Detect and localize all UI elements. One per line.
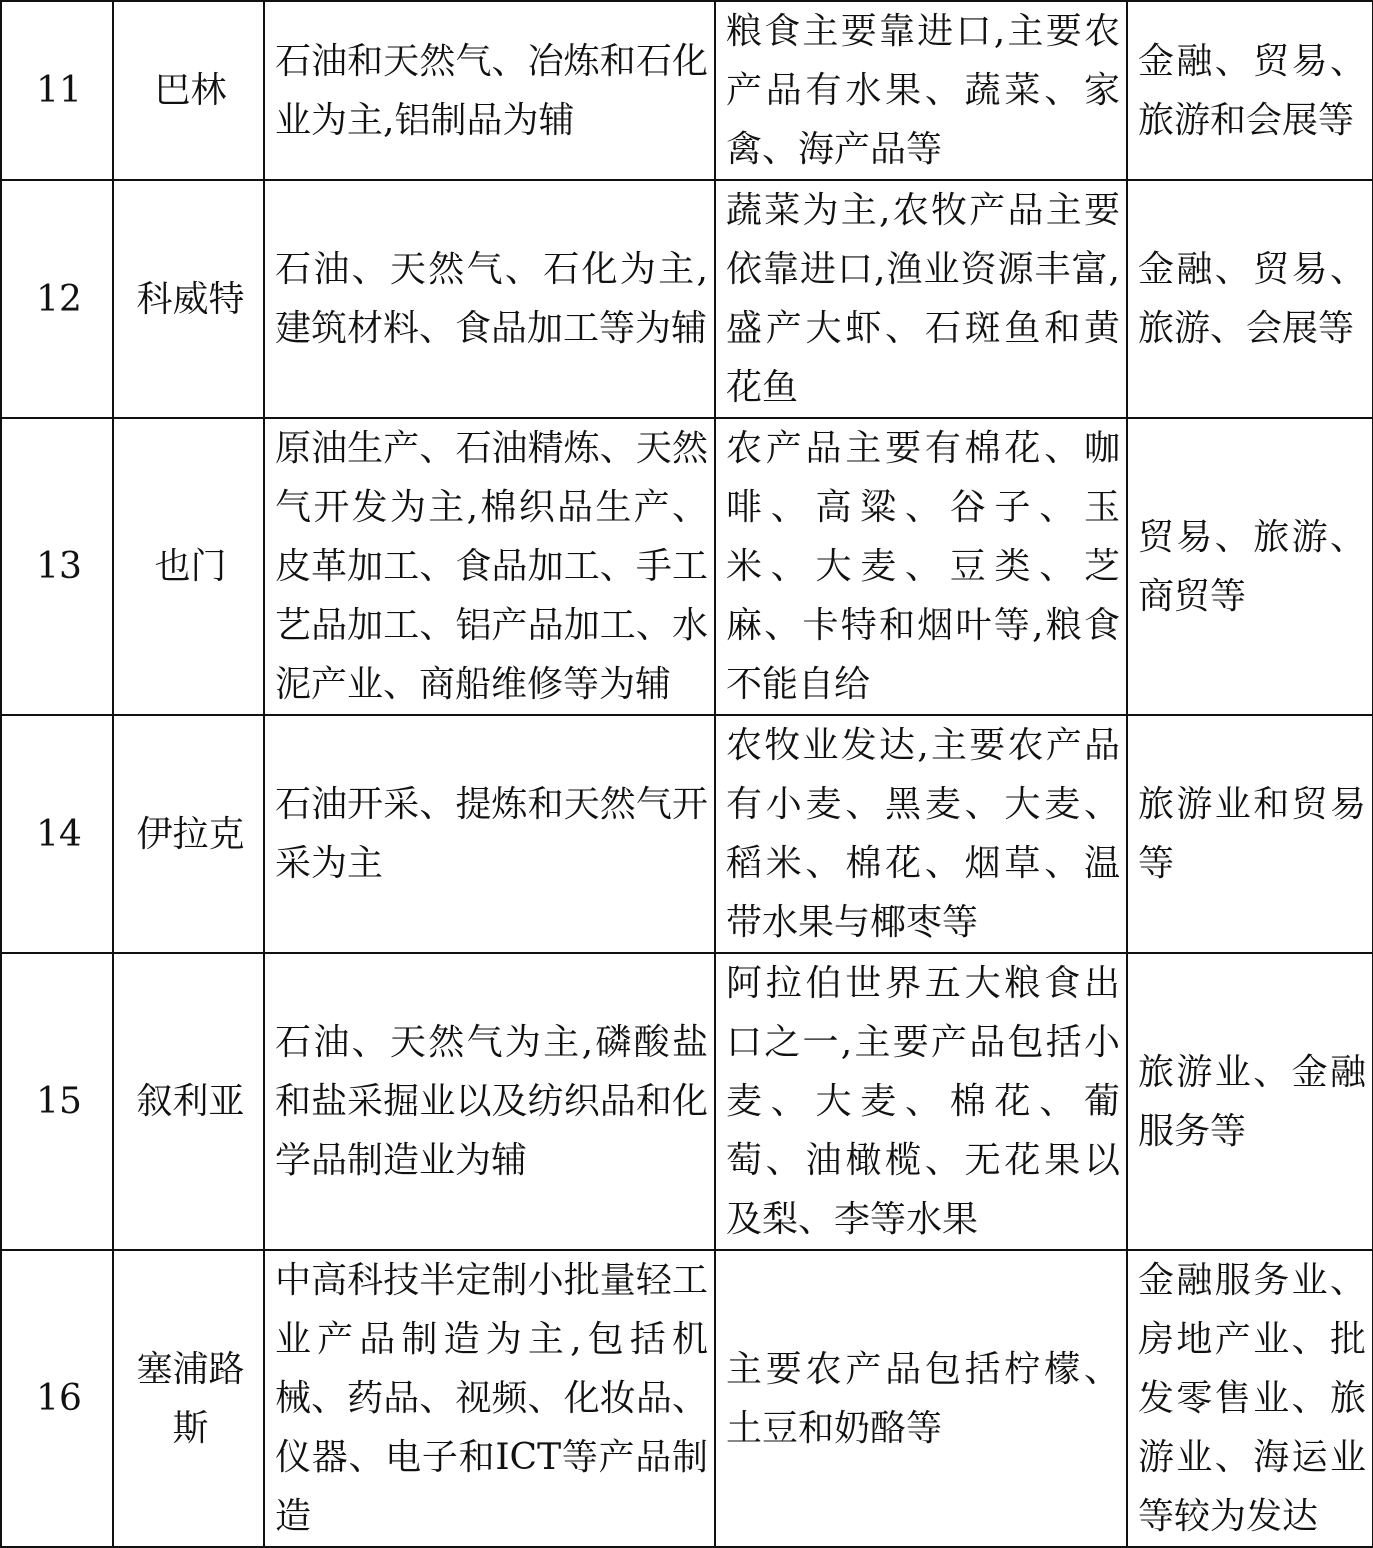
row-number: 15	[1, 953, 113, 1250]
row-number: 13	[1, 418, 113, 715]
services-cell: 旅游业、金融服务等	[1127, 953, 1373, 1250]
country-name: 伊拉克	[113, 715, 264, 953]
services-cell: 金融服务业、房地产业、批发零售业、旅游业、海运业等较为发达	[1127, 1250, 1373, 1547]
country-name: 叙利亚	[113, 953, 264, 1250]
agriculture-cell: 农产品主要有棉花、咖啡、高粱、谷子、玉米、大麦、豆类、芝麻、卡特和烟叶等,粮食不能自给	[715, 418, 1127, 715]
agriculture-cell: 粮食主要靠进口,主要农产品有水果、蔬菜、家禽、海产品等	[715, 1, 1127, 180]
row-number: 14	[1, 715, 113, 953]
agriculture-cell: 农牧业发达,主要农产品有小麦、黑麦、大麦、稻米、棉花、烟草、温带水果与椰枣等	[715, 715, 1127, 953]
industry-cell: 石油开采、提炼和天然气开采为主	[264, 715, 715, 953]
agriculture-cell: 阿拉伯世界五大粮食出口之一,主要产品包括小麦、大麦、棉花、葡萄、油橄榄、无花果以及梨、李等水果	[715, 953, 1127, 1250]
row-number: 11	[1, 1, 113, 180]
services-cell: 金融、贸易、旅游、会展等	[1127, 180, 1373, 418]
row-number: 12	[1, 180, 113, 418]
table-row	[1, 1, 1373, 180]
services-cell: 金融、贸易、旅游和会展等	[1127, 1, 1373, 180]
industry-cell: 石油、天然气、石化为主,建筑材料、食品加工等为辅	[264, 180, 715, 418]
agriculture-cell: 主要农产品包括柠檬、土豆和奶酪等	[715, 1250, 1127, 1547]
country-name: 巴林	[113, 1, 264, 180]
table-row	[1, 418, 1373, 715]
agriculture-cell: 蔬菜为主,农牧产品主要依靠进口,渔业资源丰富,盛产大虾、石斑鱼和黄花鱼	[715, 180, 1127, 418]
country-name: 塞浦路斯	[113, 1250, 264, 1547]
country-name: 也门	[113, 418, 264, 715]
services-cell: 贸易、旅游、商贸等	[1127, 418, 1373, 715]
industry-cell: 石油和天然气、冶炼和石化业为主,铝制品为辅	[264, 1, 715, 180]
industry-cell: 原油生产、石油精炼、天然气开发为主,棉织品生产、皮革加工、食品加工、手工艺品加工、铝产品加工、水泥产业、商船维修等为辅	[264, 418, 715, 715]
table-row	[1, 715, 1373, 953]
industry-cell: 石油、天然气为主,磷酸盐和盐采掘业以及纺织品和化学品制造业为辅	[264, 953, 715, 1250]
services-cell: 旅游业和贸易等	[1127, 715, 1373, 953]
table-row	[1, 953, 1373, 1250]
table-row	[1, 1250, 1373, 1547]
industry-cell: 中高科技半定制小批量轻工业产品制造为主,包括机械、药品、视频、化妆品、仪器、电子和ICT等产品制造	[264, 1250, 715, 1547]
row-number: 16	[1, 1250, 113, 1547]
country-name: 科威特	[113, 180, 264, 418]
table-row	[1, 180, 1373, 418]
